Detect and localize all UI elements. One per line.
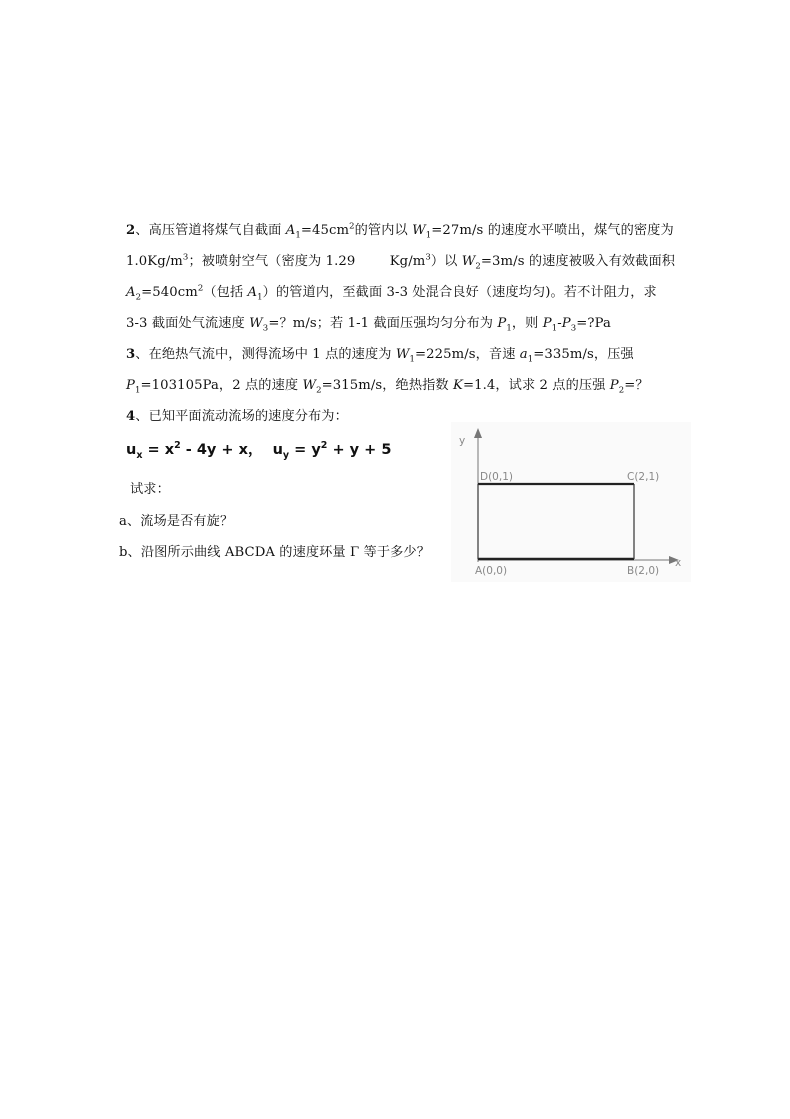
circulation-figure — [451, 422, 691, 582]
q2-line-1: 2、高压管道将煤气自截面 $A_1=45cm^2$的管内以 $W_1=27m/s$ 的速度水平喷出，煤气的密度为 — [126, 221, 674, 241]
point-c-label: C(2,1) — [627, 471, 660, 483]
point-d-label: D(0,1) — [480, 471, 513, 483]
q4-ask: 试求： — [130, 482, 170, 497]
x-axis-label: x — [675, 557, 682, 569]
q2-line-2: $1.0Kg/m^3$；被喷射空气（密度为 1.29 $Kg/m^3$）以 $W_2=3m/s$ 的速度被吸入有效截面积 — [126, 252, 676, 272]
velocity-equation: $u_x = x^2 - 4y + x$， $u_y = y^2 + y + 5$ — [126, 440, 392, 461]
y-axis-label: y — [459, 435, 466, 447]
point-a-label: A(0,0) — [475, 565, 508, 577]
q2-line-4: 3-3 截面处气流速度 $W_3=$？m/s；若 1-1 截面压强均匀分布为 $P_1$，则 $P_1-P_3=?Pa$ — [126, 316, 611, 334]
q2-line-3: $A_2=540cm^2$（包括 $A_1$）的管道内，至截面 3-3 处混合良好（速度均匀)。若不计阻力，求 — [126, 283, 657, 303]
y-axis-arrow-icon — [474, 428, 482, 438]
q4-part-a: a、流场是否有旋？ — [119, 514, 234, 529]
figure-svg — [451, 422, 691, 582]
q3-line-1: 3、在绝热气流中，测得流场中 1 点的速度为 $W_1=225m/s$，音速 $a_1=335m/s$，压强 — [126, 347, 634, 365]
q3-line-2: $P_1=103105Pa$，2 点的速度 $W_2=315m/s$，绝热指数 K=1.4，试求 2 点的压强 $P_2=$？ — [126, 378, 649, 396]
point-b-label: B(2,0) — [627, 565, 660, 577]
q4-intro: 4、已知平面流动流场的速度分布为： — [126, 409, 348, 424]
q4-part-b: b、沿图所示曲线 ABCDA 的速度环量 Γ 等于多少？ — [119, 545, 430, 560]
